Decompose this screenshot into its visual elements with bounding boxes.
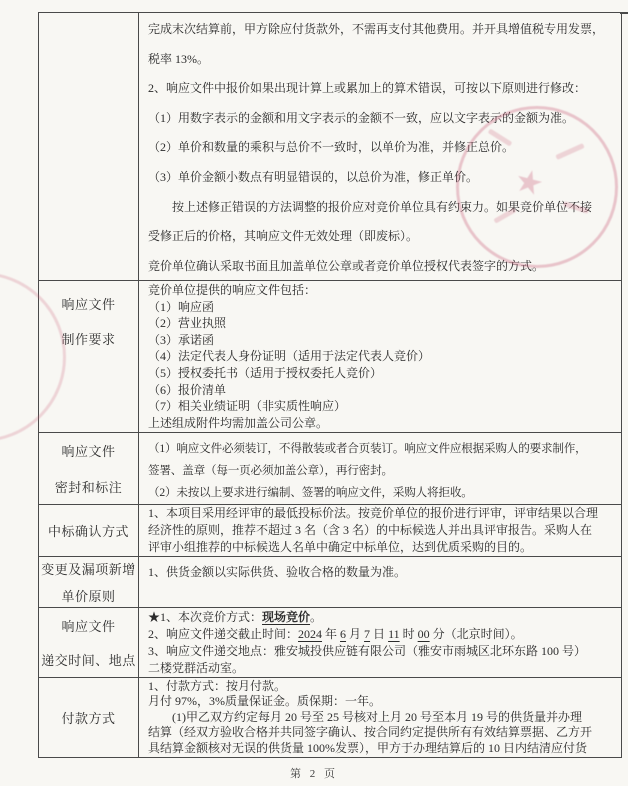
text-line: 变更及漏项新增 [41,562,136,577]
text-line: （5）授权委托书（适用于授权委托人竞价） [148,365,383,380]
table-row-response-doc-sealing [39,432,621,504]
row-label-cell [39,281,139,432]
row-content-cell [139,281,621,432]
table-top-border-extension [620,12,628,14]
text-line: 递交时间、地点 [41,653,136,668]
text-line: 二楼党群活动室。 [148,661,245,675]
text-line: （2）未按以上要求进行编制、签署的响应文件，采购人将拒收。 [148,486,473,499]
stamp-star-icon: ★ [511,161,548,203]
text-line: （4）法定代表人身份证明（适用于法定代表人竞价） [148,349,431,364]
text-segment: ★1、本次竞价方式： [148,610,263,624]
text-segment: 00 [417,627,430,641]
text-line: 付款方式 [61,711,116,726]
text-segment: 2024 [298,627,323,641]
text-line: （2）单价和数量的乘积与总价不一致时，以单价为准，并修正总价。 [148,140,515,155]
text-line [148,626,617,643]
text-segment: 时 [399,627,418,641]
text-segment: 分（北京时间）。 [429,627,523,641]
row-label-cell [39,505,139,556]
text-line: （3）单价金额小数点有明显错误的，以总价为准，修正单价。 [148,169,479,184]
text-line: 响应文件 [61,619,116,634]
row-content-cell [139,433,621,504]
text-line: （6）报价清单 [148,382,227,397]
text-line: 竞价单位提供的响应文件包括： [148,283,317,297]
text-segment: 现场竞价 [262,610,311,624]
text-segment: 6 [340,627,347,641]
text-line: 1、供货金额以实际供货、验收合格的数量为准。 [148,565,407,579]
row-content-cell [139,557,621,607]
text-line: 评审小组推荐的中标候选人名单中确定中标单位，达到优质采购的目的。 [148,540,533,555]
text-line: 上述组成附件均需加盖公司公章。 [148,415,329,430]
text-line: 受修正后的价格，其响应文件无效处理（即废标）。 [148,229,419,244]
text-line: 税率 13%。 [148,51,209,66]
text-line: 竞价单位确认采取书面且加盖单位公章或者竞价单位授权代表签字的方式。 [148,258,545,273]
text-line: （1）用数字表示的金额和用文字表示的金额不一致，应以文字表示的金额为准。 [148,110,575,125]
row-label-cell [39,433,139,504]
text-segment: 日 [370,627,389,641]
text-line: (1)甲乙双方约定每月 20 号至 25 号核对上月 20 号至本月 19 号的供货量并办理 [148,709,582,724]
text-line [148,609,617,626]
text-line: 响应文件 [61,444,116,459]
text-line: 响应文件 [61,297,116,312]
text-line: （1）响应文件必须装订，不得散装或者合页装订。响应文件应根据采购人的要求制作， [148,442,587,455]
text-line: 按上述修正错误的方法调整的报价应对竞价单位具有约束力。如果竞价单位不接 [148,199,593,214]
table-row-payment-method [39,677,621,757]
row-content-cell [139,505,621,556]
row-content-cell [139,608,621,677]
table-row-settlement-continued [39,13,621,280]
row-label-cell [39,608,139,677]
text-line: 完成末次结算前，甲方除应付货款外，不需再支付其他费用。并开具增值税专用发票， [148,22,605,36]
row-content-cell [139,13,621,280]
text-line: 1、付款方式：按月付款。 [148,679,287,693]
text-segment: 月 [346,627,365,641]
text-line: 中标确认方式 [47,524,129,539]
text-line: 月付 97%，3%质量保证金。质保期：一年。 [148,694,381,709]
text-segment: 2、响应文件递交截止时间： [148,627,299,641]
table-row-change-omission-price [39,556,621,607]
text-line: 密封和标注 [54,480,123,495]
text-segment: 11 [388,627,400,641]
text-line: 3、响应文件递交地点：雅安城投供应链有限公司（雅安市雨城区北环东路 100 号） [148,644,587,658]
text-line: 单价原则 [61,589,116,604]
text-line: 1、本项目采用经评审的最低投标价法。按竞价单位的报价进行评审，评审结果以合理 [148,506,599,520]
row-label-cell [39,678,139,757]
text-line: 2、响应文件中报价如果出现计算上或累加上的算术错误，可按以下原则进行修改： [148,81,587,96]
text-line: 具结算金额核对无误的供货量 100%发票），甲方于办理结算后的 10 日内结清应付货 [148,740,587,755]
table-row-response-doc-preparation [39,280,621,432]
text-line: （7）相关业绩证明（非实质性响应） [148,399,347,414]
text-segment: 年 [322,627,341,641]
page-number: 第 2 页 [290,768,338,780]
procurement-terms-table [38,12,622,758]
row-label-cell [39,13,139,280]
row-content-cell [139,678,621,757]
table-row-submission-time-place [39,607,621,677]
text-segment: 7 [364,627,371,641]
text-line: 制作要求 [61,332,116,347]
text-line: （1）响应函 [148,299,215,314]
table-row-award-confirmation [39,504,621,556]
text-line: （2）营业执照 [148,316,227,331]
text-line: 签署、盖章（每一页必须加盖公章），再行密封。 [148,464,393,477]
row-label-cell [39,557,139,607]
text-segment: 。 [310,610,323,624]
text-line: （3）承诺函 [148,332,215,347]
text-line: 经济性的原则，推荐不超过 3 名（含 3 名）的中标候选人并出具评审报告。采购人在 [148,523,593,538]
text-line: 结算（经双方验收合格并共同签字确认、按合同约定提供所有有效结算票据、乙方开 [148,725,593,740]
